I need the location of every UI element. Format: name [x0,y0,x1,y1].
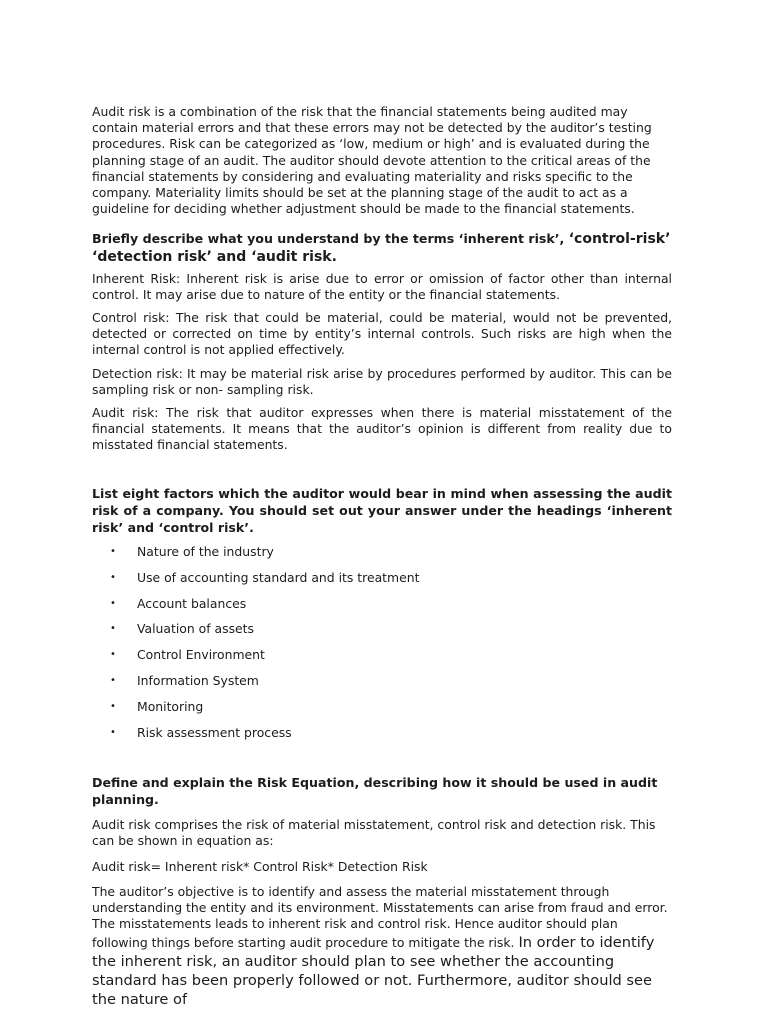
bullet-icon: • [110,571,116,583]
list-item: • Information System [110,672,259,688]
risk-equation: Audit risk= Inherent risk* Control Risk* Detection Risk [92,859,428,874]
bullet-icon: • [110,726,116,738]
bullet-icon: • [110,700,116,712]
bullet-icon: • [110,649,116,661]
list-item: • Valuation of assets [110,621,254,637]
question-3-heading: Define and explain the Risk Equation, describing how it should be used in audit planning. [92,775,658,807]
detection-risk-definition: Detection risk: It may be material risk arise by procedures performed by auditor. This can be sampling risk or non- sampling risk. [92,366,672,398]
factors-list [110,543,419,749]
inherent-risk-definition: Inherent Risk: Inherent risk is arise due to error or omission of factor other than internal control. It may arise due to nature of the entity or the financial statements. [92,271,672,303]
question-1-lead: Briefly describe what you understand by the terms ‘inherent risk’, [92,231,569,246]
list-item: • Use of accounting standard and its treatment [110,569,420,585]
list-item: • Monitoring [110,698,204,714]
question-1-heading [92,230,677,266]
list-item: • Control Environment [110,647,265,663]
bullet-icon: • [110,674,116,686]
list-item: • Risk assessment process [110,724,292,740]
list-item: • Account balances [110,595,247,611]
answer-3-paragraph-1: Audit risk comprises the risk of material misstatement, control risk and detection risk. This can be shown in equation as: [92,817,656,849]
bullet-icon: • [110,623,116,635]
list-item: • Nature of the industry [110,544,274,559]
audit-risk-definition: Audit risk: The risk that auditor expresses when there is material misstatement of the financial statements. It means that the auditor’s opinion is different from reality due to misstated financial statements. [92,405,672,453]
bullet-icon: • [110,546,116,557]
intro-paragraph: Audit risk is a combination of the risk that the financial statements being audited may contain material errors and that these errors may not be detected by the auditor’s testing procedures. Risk can be categorized as ‘low, medium or high’ and is evaluated during the planning stage of an audit. The auditor should devote attention to the critical areas of the financial statements by considering and evaluating materiality and risks specific to the company. Materiality limits should be set at the planning stage of the audit to act as a guideline for deciding whether adjustment should be made to the financial statements. [92,104,652,217]
question-1-tail: ‘control-risk’ ‘detection risk’ and ‘audit risk. [92,231,671,265]
answer-3-continuation: In order to identify the inherent risk, an auditor should plan to see whether the accounting standard has been properly followed or not. Furthermore, auditor should see the nature of [92,933,655,1008]
question-2-heading: List eight factors which the auditor would bear in mind when assessing the audit risk of a company. You should set out your answer under the headings ‘inherent risk’ and ‘control risk’. [92,486,672,535]
control-risk-definition: Control risk: The risk that could be material, could be material, would not be prevented, detected or corrected on time by entity’s internal controls. Such risks are high when the internal control is not applied effectively. [92,310,672,358]
answer-3-paragraph-3: The auditor’s objective is to identify and assess the material misstatement through understanding the entity and its environment. Misstatements can arise from fraud and error. The misstatements leads to inherent risk and control risk. Hence auditor should plan following things before starting audit procedure to mitigate the risk. In order to identify the inherent risk, an auditor should plan to see whether the accounting standard has been properly followed or not. Furthermore, auditor should see the nature of [92,884,668,1008]
bullet-icon: • [110,597,116,609]
